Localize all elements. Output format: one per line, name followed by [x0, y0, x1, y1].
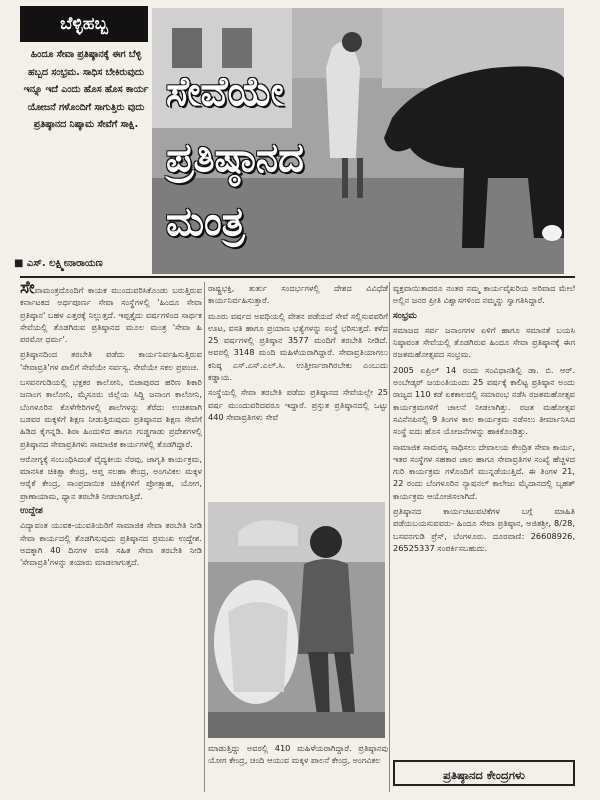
col1-paragraph-4: ಆರೋಗ್ಯಕ್ಕೆ ಸಂಬಂಧಿಸಿದಂತೆ ವೈದ್ಯಕೀಯ ನೆರವು, ಜಾಗೃತಿ ಕಾರ್ಯಕ್ರಮ, ಮಾನಸಿಕ ಚಿಕಿತ್ಸಾ ಕೇಂದ್ರ, ಆಪ್ತ ಸಲಹಾ ಕೇಂದ್ರ, ಅಂಗವಿಕಲ ಮಕ್ಕಳ ಆರೈಕೆ ಕೇಂದ್ರ, ಸಾಂಪ್ರದಾಯಿಕ ಚಿಕಿತ್ಸೆಗಳಿಗೆ ಪ್ರೋತ್ಸಾಹ, ಯೋಗ, ಪ್ರಾಣಾಯಾಮ, ಧ್ಯಾನ ತರಬೇತಿ ನೀಡಲಾಗುತ್ತಿದೆ.: [20, 453, 202, 501]
section-kicker: ಬೆಳ್ಳಿಹಬ್ಬ: [20, 6, 148, 42]
col3-paragraph-2: ಸಮಾಜದ ಸರ್ವ ಜನಾಂಗಗಳ ಏಳಿಗೆ ಹಾಗೂ ಸಮಾನತೆ ಬಯಸಿ ನಿಷ್ಠಾವಂತ ಸೇವೆಯಲ್ಲಿ ತೊಡಗಿರುವ ಹಿಂದೂ ಸೇವಾ ಪ್ರತಿಷ್ಠಾನಕ್ಕೆ ಈಗ ರಜತಮಹೋತ್ಸವದ ಸಂಭ್ರಮ.: [393, 324, 575, 360]
col3-paragraph-1: ವ್ಯಕ್ತವಾಯಿತಾದರೂ ನಂತರ ನಮ್ಮ ಕಾರ್ಯವೈಖರಿಯ ಅರಿವಾದ ಮೇಲೆ ಅಲ್ಲಿನ ಜನರ ಪ್ರೀತಿ ವಿಶ್ವಾಸಗಳಿಂದ ನಮ್ಮನ್ನು ಸ್ವಾಗತಿಸಿದ್ದಾರೆ.: [393, 283, 575, 306]
body-column-2: [208, 282, 388, 426]
byline: ■ ಎಸ್. ಲಕ್ಷ್ಮೀನಾರಾಯಣ: [14, 258, 103, 269]
headline-line-1: ಸೇವೆಯೇ: [166, 68, 284, 115]
col3-paragraph-5: ಪ್ರತಿಷ್ಠಾನದ ಕಾರ್ಯಚಟುವಟಿಕೆಗಳ ಬಗ್ಗೆ ಮಾಹಿತಿ ಪಡೆಯಬಯಸುವವರು- ಹಿಂದೂ ಸೇವಾ ಪ್ರತಿಷ್ಠಾನ, ಅಜಿತಶ್ರೀ, 8/28, ಬಸವನಗುಡಿ ಪ್ರೆಸ್, ಬೆಂಗಳೂರು. ದೂರವಾಣಿ: 26608926, 26525337 ಸಂಪರ್ಕಿಸಬಹುದು.: [393, 506, 575, 553]
col3-subheading: ಸಂಭ್ರಮ: [393, 310, 417, 321]
col1-paragraph-5: ವಿದ್ಯಾವಂತ ಯುವಕ-ಯುವತಿಯರಿಗೆ ಸಾಮಾಜಿಕ ಸೇವಾ ತರಬೇತಿ ನೀಡಿ ಸೇವಾ ಕಾರ್ಯದಲ್ಲಿ ತೊಡಗಿಸುವುದು ಪ್ರತಿಷ್ಠಾನದ ಪ್ರಮುಖ ಉದ್ದೇಶ. ಅದಕ್ಕಾಗಿ 40 ದಿನಗಳ ವಸತಿ ಸಹಿತ ಸೇವಾ ತರಬೇತಿ ನೀಡಿ 'ಸೇವಾವ್ರತಿ'ಗಳನ್ನು ತಯಾರು ಮಾಡಲಾಗುತ್ತದೆ.: [20, 520, 202, 568]
col1-subheading: ಉದ್ದೇಶ: [20, 506, 43, 517]
col3-paragraph-3: 2005 ಏಪ್ರಿಲ್ 14 ರಂದು ಸಂವಿಧಾನಶಿಲ್ಪಿ ಡಾ. ಬಿ. ಆರ್. ಅಂಬೇಡ್ಕರ್ ಜಯಂತಿಯಂದು 25 ವರ್ಷಕ್ಕೆ ಕಾಲಿಟ್ಟ ಪ್ರತಿಷ್ಠಾನ ಅಂದು ರಾಜ್ಯದ 110 ಕಡೆ ಏಕಕಾಲದಲ್ಲಿ ಸಮಾರಂಭ ನಡೆಸಿ ರಜತಮಹೋತ್ಸವ ಕಾರ್ಯಕ್ರಮಗಳಿಗೆ ಚಾಲನೆ ನೀಡಲಾಗಿತ್ತು. ರಜತ ಮಹೋತ್ಸವ ಸವಿನೆನಪಿನಲ್ಲಿ 9 ತಿಂಗಳ ಕಾಲ ಕಾರ್ಯಕ್ರಮ ನಡೆಸಲು ತೀರ್ಮಾನಿಸಿದ ಸಂಸ್ಥೆ ಐದು ಹೊಸ ಯೋಜನೆಗಳನ್ನು ಹಾಕಿಕೊಂಡಿತ್ತು.: [393, 364, 575, 437]
ragpicker-photo: [208, 502, 385, 738]
col1-paragraph-2: ಪ್ರತಿಷ್ಠಾನದಿಂದ ತರಬೇತಿ ಪಡೆದು ಕಾರ್ಯನಿರ್ವಹಿಸುತ್ತಿರುವ 'ಸೇವಾವ್ರತಿ'ಗಳ ಪಾಲಿಗೆ ಸೇವೆಯೇ ಸರ್ವಸ್ವ. ಸೇವೆಯೇ ಸಕಲ ಪ್ರಪಂಚ.: [20, 349, 202, 372]
col2-paragraph-1: ರಾಷ್ಟ್ರಭಕ್ತಿ, ತುರ್ತು ಸಂದರ್ಭಗಳಲ್ಲಿ ದೇಶದ ವಿವಿಧೆಡೆ ಕಾರ್ಯನಿರ್ವಹಿಸುತ್ತಾರೆ.: [208, 283, 388, 306]
intro-blurb: ಹಿಂದೂ ಸೇವಾ ಪ್ರತಿಷ್ಠಾನಕ್ಕೆ ಈಗ ಬೆಳ್ಳಿ ಹಬ್ಬದ ಸಂಭ್ರಮ. ಸಾಧಿಸ ಬೇಕಿರುವುದು ಇನ್ನೂ ಇದೆ ಎಂದು ಹೊಸ ಹೊಸ ಕಾರ್ಯ ಯೋಜನೆ ಗಳೊಂದಿಗೆ ಸಾಗುತ್ತಿರು ವುದು ಪ್ರತಿಷ್ಠಾನದ ನಿಷ್ಕಾಮ ಸೇವೆಗೆ ಸಾಕ್ಷಿ.: [23, 49, 149, 131]
col2-paragraph-2: ಮೂರು ವರ್ಷದ ಅವಧಿಯಲ್ಲಿ ವೇತನ ಪಡೆಯದೆ ಸೇವೆ ಸಲ್ಲಿಸುವವರಿಗೆ ಊಟ, ವಸತಿ ಹಾಗೂ ಪ್ರಯಾಣ ಭತ್ಯೆಗಳನ್ನು ಸಂಸ್ಥೆ ಭರಿಸುತ್ತದೆ. ಕಳೆದ 25 ವರ್ಷಗಳಲ್ಲಿ ಪ್ರತಿಷ್ಠಾನ 3577 ಮಂದಿಗೆ ತರಬೇತಿ ನೀಡಿದೆ. ಅವರಲ್ಲಿ 3148 ಮಂದಿ ಮಹಿಳೆಯರಾಗಿದ್ದಾರೆ. ಸೇವಾವ್ರತಿಯಾಗಲು ಕನಿಷ್ಠ ಎಸ್.ಎಸ್.ಎಲ್.ಸಿ. ಉತ್ತೀರ್ಣರಾಗಿರಬೇಕು ಎಂಬುದು ಕಡ್ಡಾಯ.: [208, 310, 388, 383]
ragpicker-photo-illustration: [208, 502, 385, 738]
col1-paragraph-3: ಬಸವನಗುಡಿಯಲ್ಲಿ ಭಕ್ತಕರ ಕಾಲೋನಿ, ಬಿಜಾಪುರದ ಹರಿಣ ಶಿಕಾರಿ ಜನಾಂಗ ಕಾಲೋನಿ, ಮೈಸೂರು ಜಿಲ್ಲೆಯ ಸಿದ್ದಿ ಜನಾಂಗ ಕಾಲೋನಿ, ಬೆಂಗಳೂರಿನ ಕೊಳೆಗೇರಿಗಳಲ್ಲಿ ಶಾಲೆಗಳನ್ನು ತೆರೆದು ಉಚಿತವಾಗಿ ಬಡವರ ಮಕ್ಕಳಿಗೆ ಶಿಕ್ಷಣ ನೀಡುತ್ತಿರುವುದು ಪ್ರತಿಷ್ಠಾನದ ಶಿಕ್ಷಣ ಸೇವೆಗೆ ಹಿಡಿದ ಕೈಗನ್ನಡಿ. ಶಿರಾ ಹಿಂದುಳಿದ ಹಾಗೂ ಗುಡ್ಡಗಾಡು ಪ್ರದೇಶಗಳಲ್ಲಿ ಪ್ರತಿಷ್ಠಾನದ ಸೇವಾವ್ರತಿಗಳು ಸಾಮಾಜಿಕ ಕಾರ್ಯಗಳಲ್ಲಿ ತೊಡಗಿದ್ದಾರೆ.: [20, 377, 202, 449]
column-divider-2: [389, 282, 390, 792]
col3-paragraph-4: ಸಾಮಾಜಿಕ ಸಾಮರಸ್ಯ ಸಾಧಿಸಲು ದೇವಾಲಯ ಕೇಂದ್ರಿತ ಸೇವಾ ಕಾರ್ಯ, ಇತರ ಸಂಸ್ಥೆಗಳ ಸಹಕಾರ ಜಾಲ ಹಾಗೂ ಸೇವಾವ್ರತಿಗಳ ಸಂಖ್ಯೆ ಹೆಚ್ಚಳದ ಗುರಿ ಕಾರ್ಯಕ್ರಮ ಗಳೊಂದಿಗೆ ಮುನ್ನಡೆಯುತ್ತಿದೆ. ಈ ತಿಂಗಳ 21, 22 ರಂದು ಬೆಂಗಳೂರಿನ ನ್ಯಾಷನಲ್ ಕಾಲೇಜು ಮೈದಾನದಲ್ಲಿ ಬೃಹತ್ ಕಾರ್ಯಕ್ರಮ ಆಯೋಜಿಸಲಾಗಿದೆ.: [393, 441, 575, 501]
col1-paragraph-1: ವಾಮಂತ್ರದೊಂದಿಗೆ ಕಾಯಕ ಮುಂದುವರಿಸಿಕೊಂಡು ಬರುತ್ತಿರುವ ಕರ್ನಾಟಕದ ಅರ್ಥಪೂರ್ಣ ಸೇವಾ ಸಂಸ್ಥೆಗಳಲ್ಲಿ 'ಹಿಂದೂ ಸೇವಾ ಪ್ರತಿಷ್ಠಾನ' ಬಹಳ ಎತ್ತರಕ್ಕೆ ನಿಲ್ಲುತ್ತದೆ. ಇಪ್ಪತ್ತೈದು ವರ್ಷಗಳಿಂದ ಸಾರ್ಥಕ ಸೇವೆಯಲ್ಲಿ ತೊಡಗಿರುವ ಪ್ರತಿಷ್ಠಾನದ ಮೂಲ ಮಂತ್ರ 'ಸೇವಾ ಹಿ ಪರಮೋ ಧರ್ಮ'.: [20, 285, 202, 345]
col2-paragraph-4: ಮಾಡುತ್ತಿದ್ದು ಅವರಲ್ಲಿ 410 ಮಹಿಳೆಯರಾಗಿದ್ದಾರೆ. ಪ್ರತಿಷ್ಠಾನವು ಯೋಗ ಕೇಂದ್ರ, ಚಿಂದಿ ಆಯುವ ಮಕ್ಕಳ ಪಾಲನೆ ಕೇಂದ್ರ, ಅಂಗವಿಕಲ: [208, 743, 388, 766]
body-column-2-continued: [208, 742, 388, 770]
col2-paragraph-3: ಸಂಸ್ಥೆಯಲ್ಲಿ ಸೇವಾ ತರಬೇತಿ ಪಡೆದು ಪ್ರತಿಷ್ಠಾನದ ಸೇವೆಯಲ್ಲೇ 25 ವರ್ಷ ಮುಂದುವರಿದವರೂ ಇದ್ದಾರೆ. ಪ್ರಸ್ತುತ ಪ್ರತಿಷ್ಠಾನದಲ್ಲಿ ಒಟ್ಟು 440 ಸೇವಾವ್ರತಿಗಳು ಸೇವೆ: [208, 387, 388, 422]
centres-box-heading: ಪ್ರತಿಷ್ಠಾನದ ಕೇಂದ್ರಗಳು: [393, 760, 575, 786]
headline-line-2: ಪ್ರತಿಷ್ಠಾನದ: [166, 134, 304, 181]
headline-line-3: ಮಂತ್ರ: [166, 198, 245, 245]
body-column-3: [393, 282, 575, 557]
drop-cap: ಸೇ: [20, 278, 35, 298]
body-column-1: [20, 278, 202, 572]
top-rule: [20, 276, 575, 278]
column-divider-1: [204, 282, 205, 792]
